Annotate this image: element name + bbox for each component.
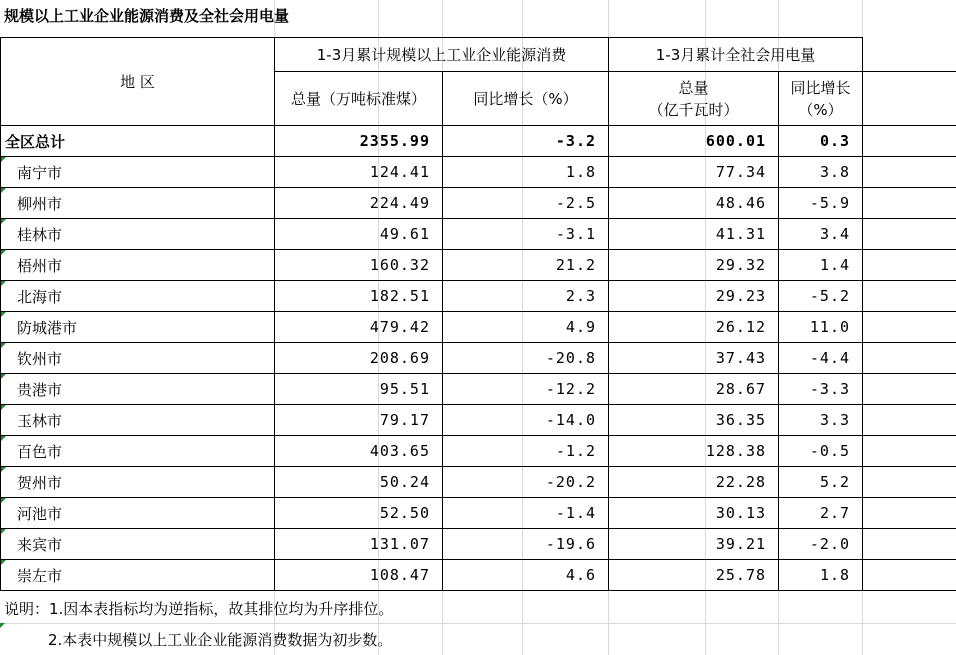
empty-cell [863,38,956,72]
power-total: 22.28 [609,467,779,498]
energy-total: 208.69 [275,343,443,374]
table-row [1,219,956,250]
region-name: 柳州市 [1,188,275,219]
energy-total: 52.50 [275,498,443,529]
power-growth: 11.0 [779,312,863,343]
power-growth: -3.3 [779,374,863,405]
power-growth: -5.9 [779,188,863,219]
power-growth: -4.4 [779,343,863,374]
region-name: 梧州市 [1,250,275,281]
energy-total: 108.47 [275,560,443,591]
power-total: 29.32 [609,250,779,281]
power-group-header: 1-3月累计全社会用电量 [609,38,863,72]
power-growth: -5.2 [779,281,863,312]
energy-total: 95.51 [275,374,443,405]
energy-total: 79.17 [275,405,443,436]
power-growth: 1.4 [779,250,863,281]
region-name: 百色市 [1,436,275,467]
power-total: 77.34 [609,157,779,188]
energy-total: 403.65 [275,436,443,467]
table-row [1,529,956,560]
power-growth: 3.8 [779,157,863,188]
power-growth: 5.2 [779,467,863,498]
energy-growth: -19.6 [443,529,609,560]
power-total: 37.43 [609,343,779,374]
energy-growth: 1.8 [443,157,609,188]
note-1: 说明：1.因本表指标均为逆指标，故其排位均为升序排位。 [4,600,394,618]
energy-growth: 21.2 [443,250,609,281]
energy-total: 182.51 [275,281,443,312]
power-growth: -0.5 [779,436,863,467]
empty-cell [863,126,956,157]
power-total: 36.35 [609,405,779,436]
table-row [1,343,956,374]
table-row [1,312,956,343]
empty-cell [863,157,956,188]
energy-growth: -3.2 [443,126,609,157]
region-name: 南宁市 [1,157,275,188]
energy-total: 160.32 [275,250,443,281]
energy-growth: 2.3 [443,281,609,312]
empty-cell [863,312,956,343]
energy-total: 2355.99 [275,126,443,157]
energy-growth-header: 同比增长（%） [443,72,609,126]
region-name: 崇左市 [1,560,275,591]
power-growth: 3.3 [779,405,863,436]
table-title: 规模以上工业企业能源消费及全社会用电量 [4,7,290,25]
region-name: 桂林市 [1,219,275,250]
empty-cell [863,436,956,467]
energy-total: 49.61 [275,219,443,250]
table-row [1,374,956,405]
table-row [1,281,956,312]
empty-cell [863,219,956,250]
region-name: 河池市 [1,498,275,529]
region-header: 地 区 [1,38,275,126]
power-growth: 2.7 [779,498,863,529]
power-total: 26.12 [609,312,779,343]
empty-cell [863,560,956,591]
empty-cell [863,72,956,126]
empty-cell [863,529,956,560]
power-growth: 1.8 [779,560,863,591]
note-2: 2.本表中规模以上工业企业能源消费数据为初步数。 [48,631,393,649]
energy-total-header: 总量（万吨标准煤） [275,72,443,126]
energy-total: 124.41 [275,157,443,188]
energy-total: 131.07 [275,529,443,560]
power-total: 29.23 [609,281,779,312]
power-total: 48.46 [609,188,779,219]
empty-cell [863,281,956,312]
energy-growth: -2.5 [443,188,609,219]
empty-cell [863,374,956,405]
table-row [1,157,956,188]
empty-cell [863,405,956,436]
empty-cell [863,498,956,529]
power-growth-header: 同比增长 （%） [779,72,863,126]
energy-group-header: 1-3月累计规模以上工业企业能源消费 [275,38,609,72]
region-name: 来宾市 [1,529,275,560]
energy-growth: -3.1 [443,219,609,250]
energy-total: 479.42 [275,312,443,343]
power-total: 30.13 [609,498,779,529]
power-growth: -2.0 [779,529,863,560]
table-row [1,188,956,219]
energy-growth: -20.2 [443,467,609,498]
total-row [1,126,956,157]
power-total: 39.21 [609,529,779,560]
table-row [1,250,956,281]
energy-growth: -14.0 [443,405,609,436]
empty-cell [863,188,956,219]
table-row [1,405,956,436]
gridline [0,623,956,624]
power-total: 600.01 [609,126,779,157]
region-name: 钦州市 [1,343,275,374]
energy-growth: -1.4 [443,498,609,529]
region-name: 贵港市 [1,374,275,405]
data-table [0,37,956,591]
energy-growth: 4.6 [443,560,609,591]
energy-growth: -12.2 [443,374,609,405]
table-row [1,467,956,498]
power-total: 41.31 [609,219,779,250]
table-row [1,436,956,467]
region-name: 全区总计 [1,126,275,157]
table-row [1,498,956,529]
energy-growth: 4.9 [443,312,609,343]
energy-growth: -20.8 [443,343,609,374]
table-row [1,560,956,591]
power-total: 128.38 [609,436,779,467]
power-total: 25.78 [609,560,779,591]
region-name: 玉林市 [1,405,275,436]
energy-total: 224.49 [275,188,443,219]
region-name: 北海市 [1,281,275,312]
empty-cell [863,343,956,374]
power-growth: 0.3 [779,126,863,157]
region-name: 贺州市 [1,467,275,498]
power-total-header: 总量 （亿千瓦时） [609,72,779,126]
empty-cell [863,250,956,281]
power-total: 28.67 [609,374,779,405]
empty-cell [863,467,956,498]
energy-total: 50.24 [275,467,443,498]
power-growth: 3.4 [779,219,863,250]
energy-growth: -1.2 [443,436,609,467]
region-name: 防城港市 [1,312,275,343]
cell-marker [0,623,5,628]
